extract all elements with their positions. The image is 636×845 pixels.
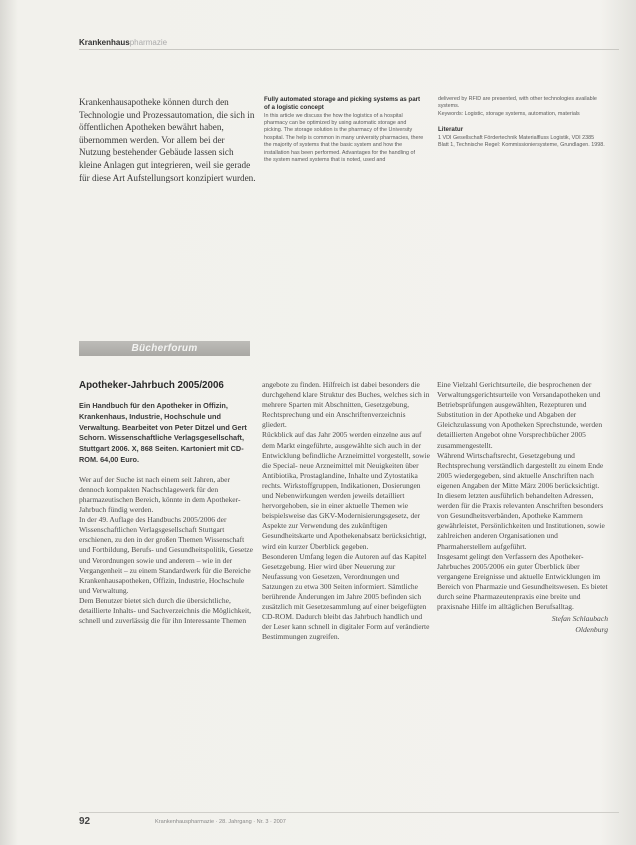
abstract-continuation-text: delivered by RFID are presented, with other technologies available systems. xyxy=(438,96,597,110)
review-paragraph: Eine Vielzahl Gerichtsurteile, die besprochenen der Verwaltungsgerichtsurteile von Versandapotheken und Betriebsprüfungen ausgewählten, Rezepturen und Substitution in der Apotheke und Abgaben der Gleichzulassung von Apotheken Sprechstunde, werden detaillierten Angebot ohne Vorsprechbücher 2005 zusammengestellt. xyxy=(437,380,603,450)
reviewer-name: Stefan Schlaubach xyxy=(551,614,608,624)
review-paragraph: Insgesamt gelingt den Verfassern des Apotheker-Jahrbuches 2005/2006 ein guter Überblick über vergangene Ereignisse und aktuelle Entwicklungen im Bereich von Pharmazie und Gesundheitswesen. Es bietet durch seine Pharmazeutenpraxis eine breite und praxisnahe Hilfe im alltäglichen Berufsalltag. xyxy=(437,551,608,612)
keywords-line: Keywords: Logistic, storage systems, automation, materials xyxy=(438,110,580,117)
review-paragraph: Während Wirtschaftsrecht, Gesetzgebung und Rechtsprechung verständlich dargestellt zu einem Ende 2005 wiedergegeben, sind aktuelle Anschriften nach eigenen Angaben der Mitte März 2006 berücksichtigt. xyxy=(437,450,604,490)
section-banner xyxy=(79,341,250,356)
english-abstract-text: In this article we discuss the how the logistics of a hospital pharmacy can be optimized by using automatic storage and picking. The storage solution is the pharmacy of the University hospital. The help is common in many university pharmacies, there the majority of systems that the basic system and how the installation has been performed. Advantages for the handling of the system named systems that is noted, used and xyxy=(264,112,424,164)
running-head-bold: Krankenhaus xyxy=(79,38,130,47)
review-paragraph: Wer auf der Suche ist nach einem seit Jahren, aber dennoch kompakten Nachschlagewerk für den pharmazeutischen Bereich, könnte in dem Apotheker-Jahrbuch fündig werden. xyxy=(79,474,241,515)
article-conclusion-text: Krankenhausapotheke können durch den Technologie und Prozessautomation, die sich in öffentlichen Apotheken bewährt haben, übernommen werden. Vor allem bei der Nutzung bestehender Gebäude lassen sich kleine Anlagen gut integrieren, weil sie gerade für diese Art Aufstellungsort konzipiert wurden. xyxy=(79,97,256,183)
review-paragraph: Besonderen Umfang legen die Autoren auf das Kapitel Gesetzgebung. Hier wird über Neuerung zur Neufassung von Gesetzen, Verordnungen und Satzungen zu etwa 300 Seiten informiert. Sämtliche berührende Änderungen im Jahre 2005 befinden sich zusätzlich mit Gesetzesammlung auf einer beigefügten CD-ROM. Dadurch bleibt das Jahrbuch handlich und der Leser kann schnell in digitaler Form auf verändierte Bestimmungen zugreifen. xyxy=(262,551,430,642)
english-abstract-heading: Fully automated storage and picking systems as part of a logistic concept xyxy=(264,96,421,111)
running-head xyxy=(79,38,167,47)
literature-item: 1 VDI Gesellschaft Fördertechnik Materialfluss Logistik, VDI 2385 Blatt 1, Technische Regel: Kommissioniersysteme, Grundlagen. 1998. xyxy=(438,134,605,149)
review-paragraph: Dem Benutzer bietet sich durch die übersichtliche, detaillierte Inhalts- und Sachverzeichnis die Möglichkeit, schnell und zuverlässig die für ihn Interessante Themen xyxy=(79,595,252,626)
review-paragraph: angebote zu finden. Hilfreich ist dabei besonders die durchgehend klare Struktur des Buches, welches sich in mehrere Sparten mit Abschnitten, Gesetzgebung, Rechtsprechung und ein Anschriftenverzeichnis gliedert. xyxy=(262,380,430,430)
review-paragraph: Rückblick auf das Jahr 2005 werden einzelne aus auf dem Markt eingeführte, ausgewählte sich auch in der Entwicklung befindliche Arzneimittel vorgestellt, sowie die Special- neue Arzneimittel mit Neuigkeiten über Antibiotika, Prostaglandine, Inhalte und Zytostatika rechts. Wirkstoffgruppen, Indikationen, Dosierungen und Nebenwirkungen werden jeweils detailliert hervorgehoben, sie in einer aktuelle Themen wie beispielsweise das GKV-Modernisierungsgesetz, der Aspekte zur Verwendung des zukünftigen Gesundheitskarte und Apothekenabsatz berücksichtigt, wird ein kurzer Überblick gegeben. xyxy=(262,430,430,551)
review-paragraph: In diesem letzten ausführlich behandelten Adressen, werden für die Praxis relevanten Anschriften besonders von Gesundheitsverbänden, Apotheke Kammern gewährleistet, Persönlichkeiten und Institutionen, sowie zahlreichen anderen Organisationen und Pharmaherstellern aufgeführt. xyxy=(437,491,605,551)
book-title: Apotheker-Jahrbuch 2005/2006 xyxy=(79,380,224,391)
english-abstract-column xyxy=(264,96,424,164)
running-head-light: pharmazie xyxy=(129,38,168,47)
page-number: 92 xyxy=(79,816,91,827)
review-text-col2 xyxy=(262,380,430,642)
book-bibliographic-info: Ein Handbuch für den Apotheker in Offizin, Krankenhaus, Industrie, Hochschule und Verwaltung. Bearbeitet von Peter Ditzel und Gert Schorn. Wissenschaftliche Verlagsgesellschaft, Stuttgart 2006. X, 868 Seiten. Kartoniert mit CD-ROM. 64,00 Euro. xyxy=(79,401,247,464)
literature-heading: Literatur xyxy=(438,126,464,134)
header-rule xyxy=(79,49,619,50)
section-banner-label: Bücherforum xyxy=(131,343,198,354)
footer-rule xyxy=(79,812,619,813)
book-review-column-1 xyxy=(79,380,255,626)
book-review-column-2 xyxy=(262,380,430,642)
book-review-column-3 xyxy=(437,380,608,635)
article-conclusion-column xyxy=(79,96,257,184)
reviewer-signature xyxy=(437,614,608,635)
review-text-col1 xyxy=(79,475,255,626)
review-paragraph: In der 49. Auflage des Handbuchs 2005/2006 der Wissenschaftlichen Verlagsgesellschaft Stuttgart erschienen, zu den in der großen Themen Wissenschaft und Fortbildung, Berufs- und Gesundheitspolitik, Gesetze und Verordnungen sowie und anderem – wie in der Vergangenheit – zu einem Standardwerk für die Bereiche Krankenhausapotheken, Offizin, Industrie, Hochschule und Verwaltung. xyxy=(79,515,253,595)
reviewer-place: Oldenburg xyxy=(575,624,608,634)
abstract-continuation-column xyxy=(438,96,606,149)
review-text-col3 xyxy=(437,380,608,612)
footer-journal-info: Krankenhauspharmazie · 28. Jahrgang · Nr. 3 · 2007 xyxy=(155,819,286,825)
